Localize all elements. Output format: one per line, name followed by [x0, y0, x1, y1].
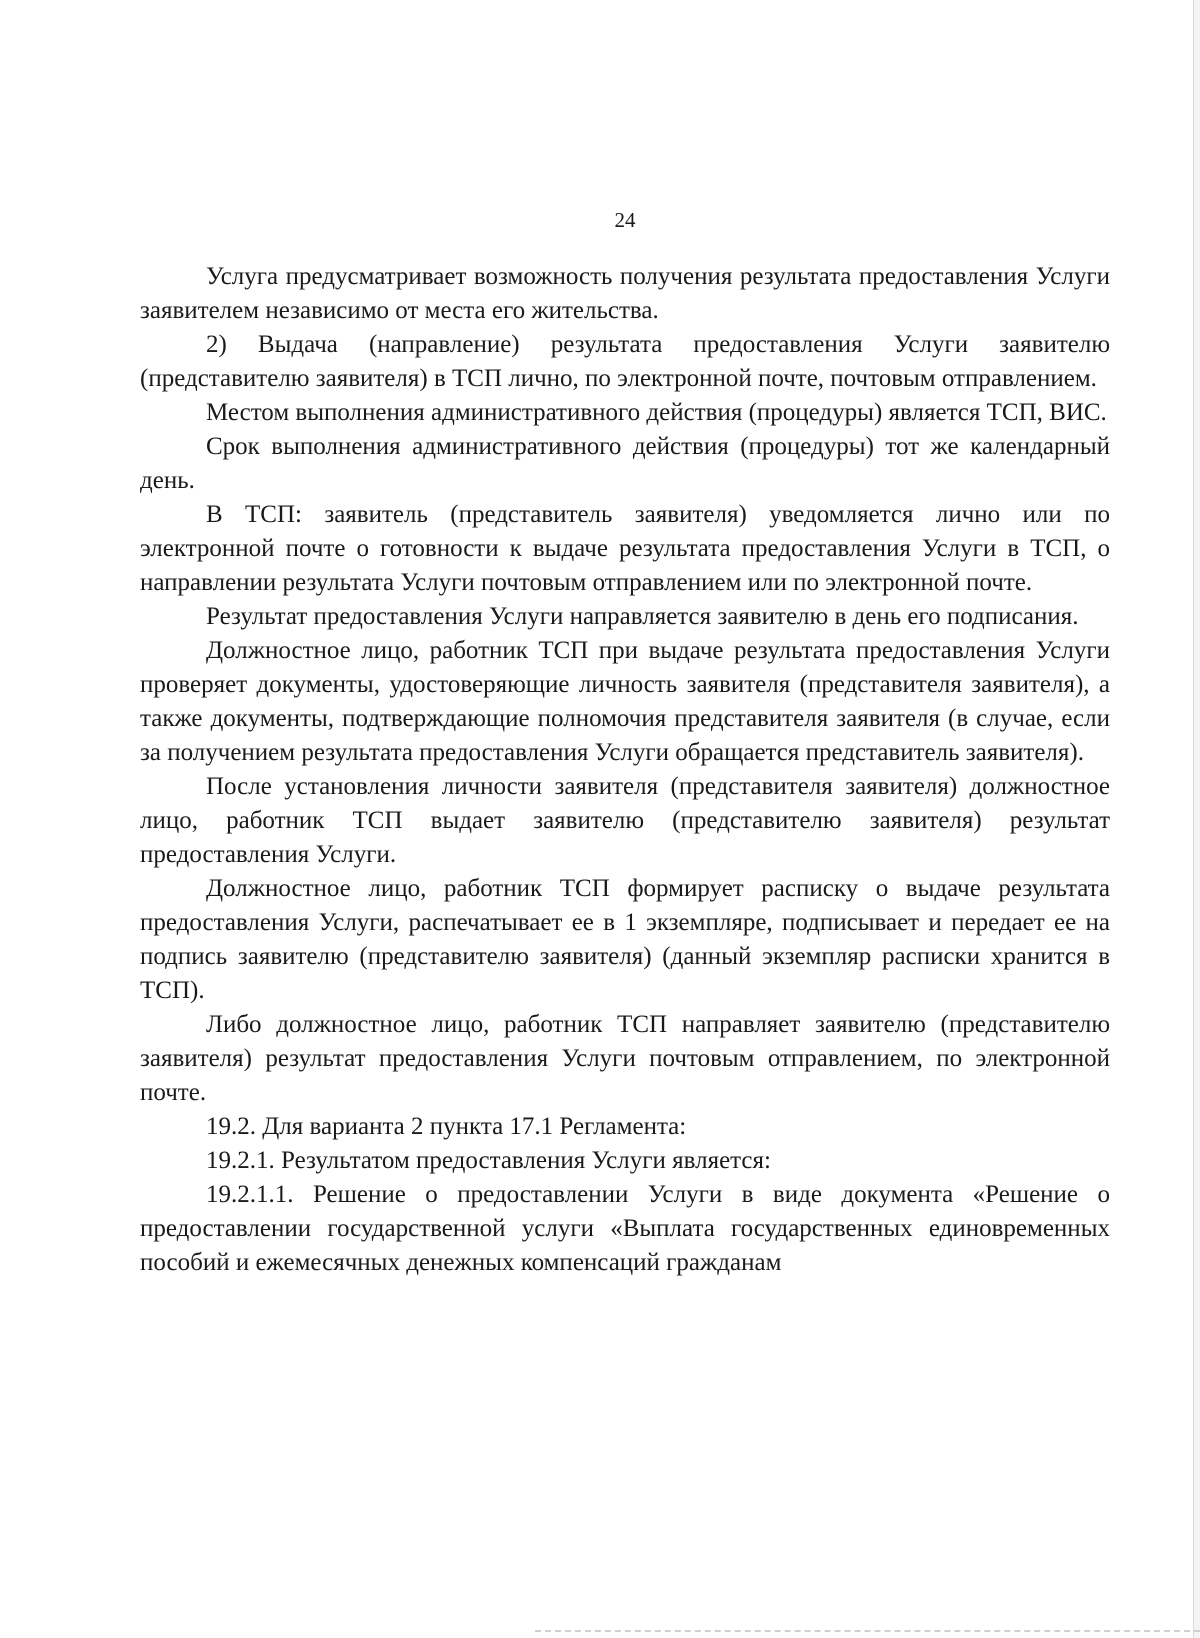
- paragraph: Услуга предусматривает возможность получения результата предоставления Услуги заявителем независимо от места его жительства.: [140, 263, 1110, 324]
- paragraph: 2) Выдача (направление) результата предоставления Услуги заявителю (представителю заявителя) в ТСП лично, по электронной почте, почтовым отправлением.: [140, 331, 1110, 392]
- scan-edge-bottom: [535, 1630, 1200, 1632]
- paragraph: Должностное лицо, работник ТСП формирует расписку о выдаче результата предоставления Услуги, распечатывает ее в 1 экземпляре, подписывает и передает ее на подпись заявителю (представителю заявителя) (данный экземпляр расписки хранится в ТСП).: [140, 875, 1110, 1004]
- paragraph: Либо должностное лицо, работник ТСП направляет заявителю (представителю заявителя) результат предоставления Услуги почтовым отправлением, по электронной почте.: [140, 1011, 1110, 1106]
- paragraph: Результат предоставления Услуги направляется заявителю в день его подписания.: [206, 603, 1079, 630]
- paragraph: Местом выполнения административного действия (процедуры) является ТСП, ВИС.: [206, 399, 1107, 426]
- paragraph: В ТСП: заявитель (представитель заявителя) уведомляется лично или по электронной почте о готовности к выдаче результата предоставления Услуги в ТСП, о направлении результата Услуги почтовым отправлением или по электронной почте.: [140, 501, 1110, 596]
- paragraph: 19.2.1.1. Решение о предоставлении Услуги в виде документа «Решение о предоставлении государственной услуги «Выплата государственных единовременных пособий и ежемесячных денежных компенсаций гражданам: [140, 1181, 1110, 1276]
- paragraph: 19.2. Для варианта 2 пункта 17.1 Регламента:: [206, 1113, 687, 1140]
- paragraph: Должностное лицо, работник ТСП при выдаче результата предоставления Услуги проверяет документы, удостоверяющие личность заявителя (представителя заявителя), а также документы, подтверждающие полномочия представителя заявителя (в случае, если за получением результата предоставления Услуги обращается представитель заявителя).: [140, 637, 1110, 766]
- page-number: 24: [614, 208, 636, 232]
- paragraph: Срок выполнения административного действия (процедуры) тот же календарный день.: [140, 433, 1110, 494]
- scan-edge-right: [1193, 0, 1200, 1638]
- document-body: [140, 260, 1110, 1280]
- paragraph: 19.2.1. Результатом предоставления Услуги является:: [206, 1147, 771, 1174]
- paragraph: После установления личности заявителя (представителя заявителя) должностное лицо, работник ТСП выдает заявителю (представителю заявителя) результат предоставления Услуги.: [140, 773, 1110, 868]
